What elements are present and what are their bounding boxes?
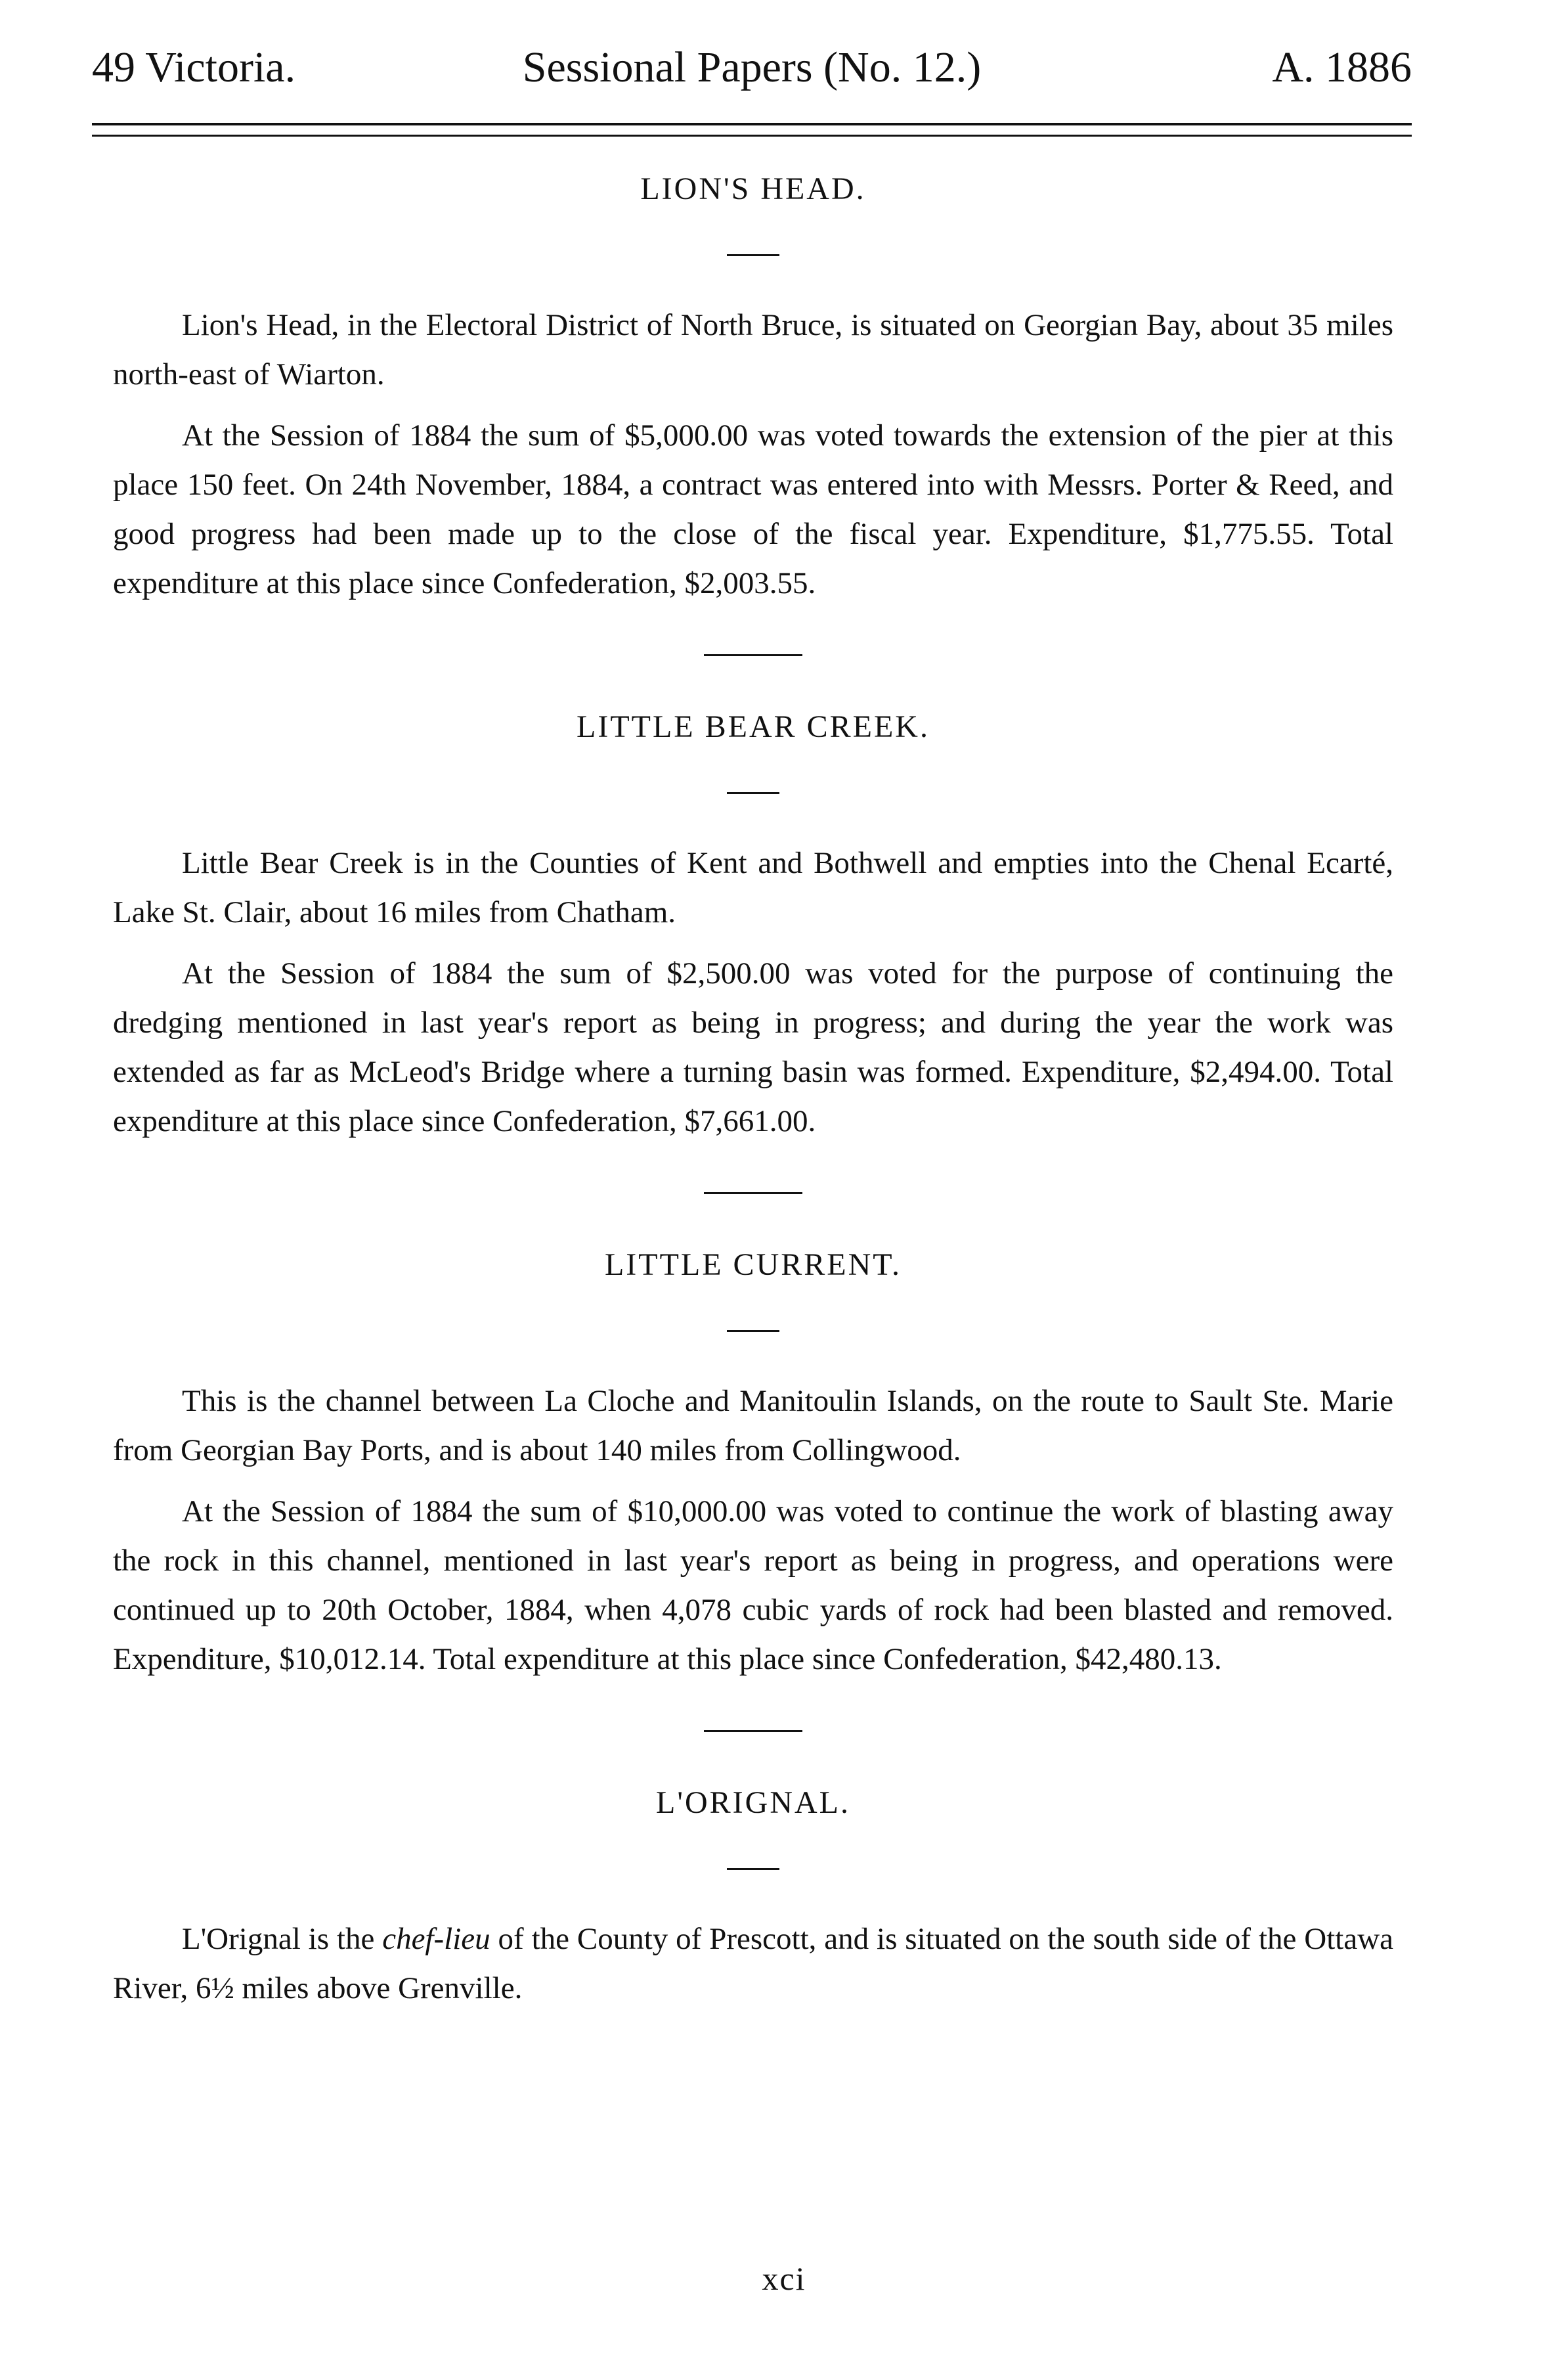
paragraph: Little Bear Creek is in the Counties of Kent and Bothwell and empties into the Chenal Ecarté, Lake St. Clair, about 16 miles from Chatham. [113,846,1393,929]
title-dash [727,1330,779,1332]
title-dash [727,254,779,256]
section-separator [704,654,802,656]
section-little-bear-creek [113,702,1393,1146]
running-head-right: A. 1886 [1272,43,1412,91]
paragraph: At the Session of 1884 the sum of $2,500.00 was voted for the purpose of continuing the dredging mentioned in last year's report as being in progress; and during the year the work was extended as far as McLeod's Bridge where a turning basin was formed. Expenditure, $2,494.00. Total expenditure at this place since Confederation, $7,661.00. [113,956,1393,1138]
section-title: LION'S HEAD. [640,171,866,206]
paragraph-text: of the County of Prescott, and is situated on the south side of the Ottawa River, 6½ miles above Grenville. [113,1922,1393,2005]
title-dash [727,792,779,794]
italic-term: chef-lieu [382,1922,490,1956]
page-body [113,164,1393,2025]
running-head-center: Sessional Papers (No. 12.) [522,43,982,91]
section-separator [704,1730,802,1732]
section-title: LITTLE CURRENT. [604,1247,902,1282]
header-rule-lower [92,135,1412,137]
running-head [92,38,1412,97]
section-little-current [113,1240,1393,1684]
section-separator [704,1192,802,1194]
title-dash [727,1868,779,1870]
paragraph: This is the channel between La Cloche and Manitoulin Islands, on the route to Sault Ste. Marie from Georgian Bay Ports, and is about 140 miles from Collingwood. [113,1384,1393,1467]
section-lions-head [113,164,1393,608]
header-rule-upper [92,123,1412,125]
section-title: LITTLE BEAR CREEK. [577,709,930,744]
running-head-left: 49 Victoria. [92,43,296,91]
paragraph-text: L'Orignal is the [182,1922,383,1956]
page-folio: xci [762,2260,806,2297]
section-lorignal [113,1778,1393,2013]
paragraph [113,1915,1393,2013]
paragraph: Lion's Head, in the Electoral District of North Bruce, is situated on Georgian Bay, about 35 miles north-east of Wiarton. [113,308,1393,391]
paragraph: At the Session of 1884 the sum of $5,000.00 was voted towards the extension of the pier at this place 150 feet. On 24th November, 1884, a contract was entered into with Messrs. Porter & Reed, and good progress had been made up to the close of the fiscal year. Expenditure, $1,775.55. Total expenditure at this place since Confederation, $2,003.55. [113,418,1393,600]
section-title: L'ORIGNAL. [656,1785,850,1820]
paragraph: At the Session of 1884 the sum of $10,000.00 was voted to continue the work of blasting away the rock in this channel, mentioned in last year's report as being in progress, and operations were continued up to 20th October, 1884, when 4,078 cubic yards of rock had been blasted and removed. Expenditure, $10,012.14. Total expenditure at this place since Confederation, $42,480.13. [113,1494,1393,1676]
